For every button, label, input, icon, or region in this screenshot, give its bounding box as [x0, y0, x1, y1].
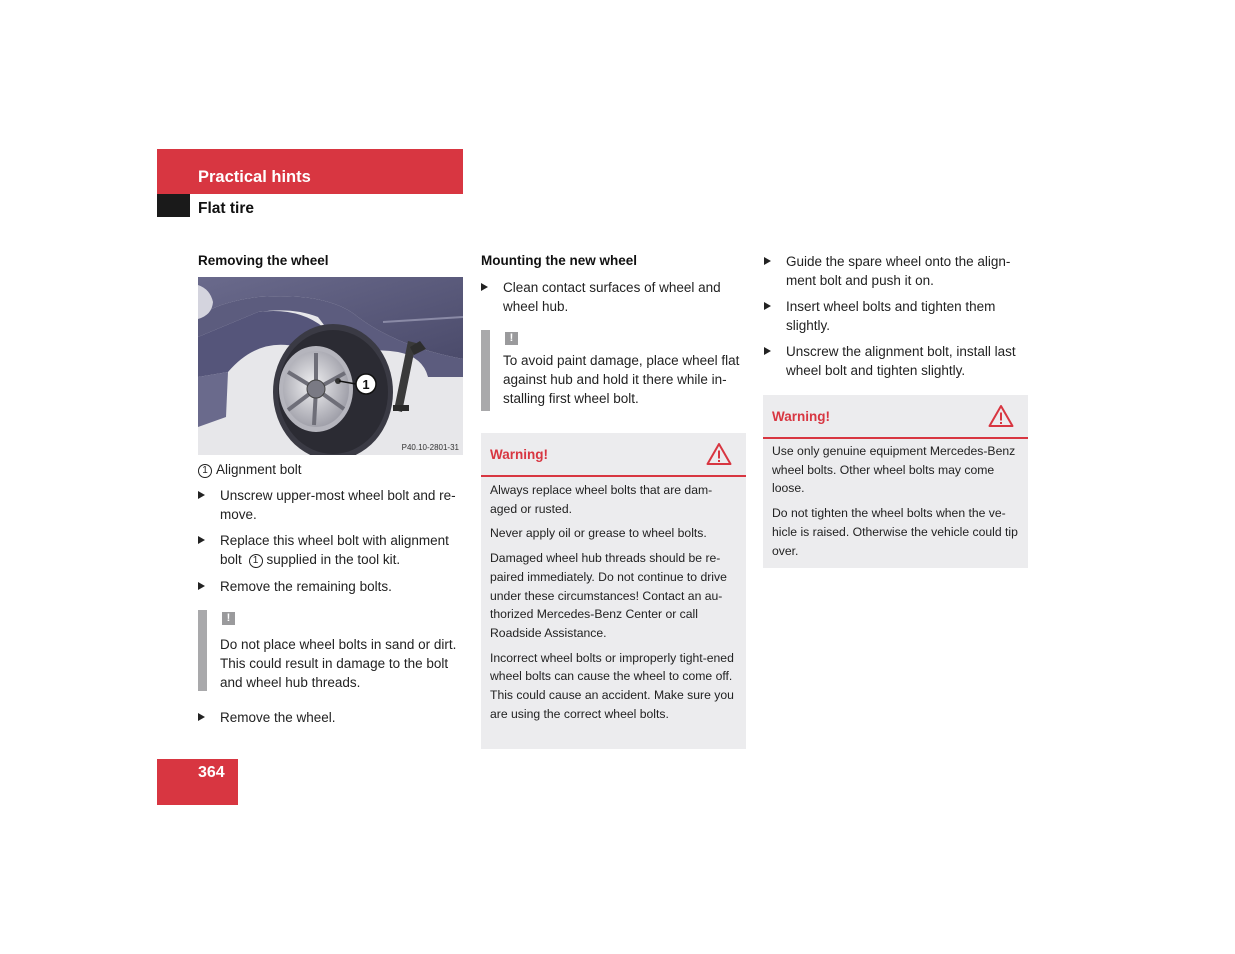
figure-legend [198, 460, 302, 479]
warning-title: Warning! [490, 447, 548, 462]
caution-note [481, 330, 747, 412]
subsection-marker [157, 194, 190, 217]
warning-paragraph: Never apply oil or grease to wheel bolts. [490, 526, 707, 541]
callout-number: 1 [362, 377, 370, 392]
step-text: Unscrew the alignment bolt, install last wheel bolt and tighten slightly. [786, 344, 1016, 378]
removing-wheel-heading: Removing the wheel [198, 253, 329, 268]
mounting-wheel-heading: Mounting the new wheel [481, 253, 637, 268]
figure-code: P40.10-2801-31 [401, 443, 459, 452]
bullet-arrow-icon [198, 536, 205, 544]
warning-paragraph: Incorrect wheel bolts or improperly tight-ened wheel bolts can cause the wheel to come off. This could cause an accident. Make sure you are using the correct wheel bolts. [490, 650, 734, 721]
step-text-part: supplied in the tool kit. [266, 552, 401, 567]
warning-paragraph: Always replace wheel bolts that are dam-aged or rusted. [490, 483, 713, 516]
bullet-arrow-icon [764, 347, 771, 355]
step-text-part: Replace this wheel bolt with alignment bolt [220, 533, 449, 567]
legend-label: Alignment bolt [216, 462, 302, 477]
legend-number-circle: 1 [198, 464, 212, 478]
note-text: To avoid paint damage, place wheel flat against hub and hold it there while in-stalling first wheel bolt. [503, 353, 740, 406]
warning-paragraph: Do not tighten the wheel bolts when the ve-hicle is raised. Otherwise the vehicle could tip over. [772, 506, 1018, 558]
bullet-arrow-icon [481, 283, 488, 291]
step-text: Guide the spare wheel onto the align-ment bolt and push it on. [786, 254, 1011, 288]
warning-box [763, 395, 1028, 568]
bullet-arrow-icon [198, 713, 205, 721]
warning-body [490, 481, 738, 729]
exclamation-icon: ! [222, 612, 235, 625]
warning-paragraph: Use only genuine equipment Mercedes-Benz wheel bolts. Other wheel bolts may come loose. [772, 444, 1016, 496]
bullet-arrow-icon [198, 491, 205, 499]
legend-number-circle: 1 [249, 554, 263, 568]
step-text: Unscrew upper-most wheel bolt and re-move. [220, 488, 456, 522]
note-bar [198, 610, 207, 691]
warning-triangle-icon [988, 404, 1014, 428]
wheel-figure [198, 277, 463, 455]
warning-body [772, 442, 1020, 566]
caution-note [198, 610, 464, 692]
exclamation-icon: ! [505, 332, 518, 345]
note-text: Do not place wheel bolts in sand or dirt. This could result in damage to the bolt and wheel hub threads. [220, 637, 457, 690]
warning-box [481, 433, 746, 749]
car-wheel-illustration [198, 277, 463, 455]
warning-paragraph: Damaged wheel hub threads should be re-paired immediately. Do not continue to drive under these circumstances! Contact an au-thorized Mercedes-Benz Center or call Roadside Assistance. [490, 551, 727, 640]
bullet-arrow-icon [764, 302, 771, 310]
step-text: Remove the wheel. [220, 710, 336, 725]
warning-title: Warning! [772, 409, 830, 424]
step-text: Insert wheel bolts and tighten them slightly. [786, 299, 996, 333]
step-text: Clean contact surfaces of wheel and wheel hub. [503, 280, 721, 314]
step-text [220, 531, 468, 569]
bullet-arrow-icon [198, 582, 205, 590]
page-number: 364 [198, 764, 225, 781]
note-bar [481, 330, 490, 411]
warning-triangle-icon [706, 442, 732, 466]
bullet-arrow-icon [764, 257, 771, 265]
subsection-title: Flat tire [198, 200, 254, 217]
warning-divider [481, 475, 746, 477]
step-text: Remove the remaining bolts. [220, 579, 392, 594]
warning-divider [763, 437, 1028, 439]
section-title: Practical hints [198, 168, 311, 186]
